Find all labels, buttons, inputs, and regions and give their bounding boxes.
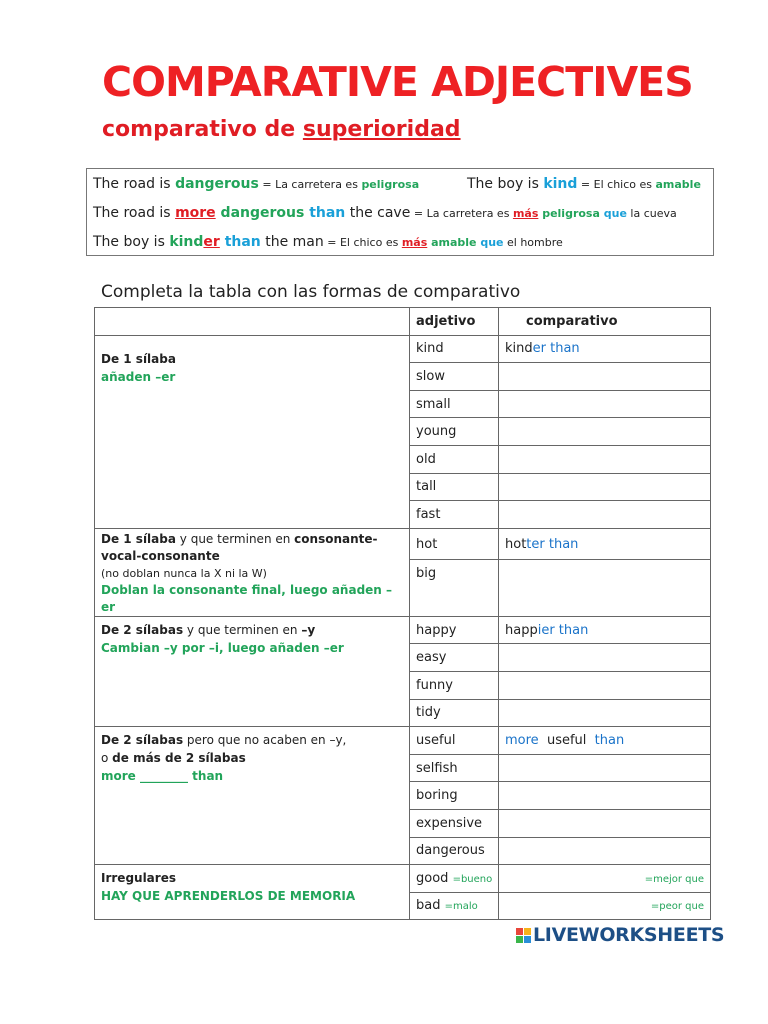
adjective-cell: selfish bbox=[410, 754, 499, 782]
category-title-line2-pre: o bbox=[101, 751, 113, 766]
ex2-t4: than bbox=[304, 205, 346, 221]
category-irregular bbox=[95, 865, 410, 920]
comparative-answer[interactable] bbox=[499, 671, 711, 699]
category-one-syllable bbox=[95, 335, 410, 528]
ex3-t4: than bbox=[219, 234, 261, 250]
adjective-cell: tidy bbox=[410, 699, 499, 727]
example-line-3 bbox=[93, 234, 563, 250]
subtitle-underlined: superioridad bbox=[302, 117, 461, 142]
example-line-1 bbox=[93, 176, 419, 192]
ex1-t9: El chico es bbox=[593, 178, 656, 191]
adjective-cell: dangerous bbox=[410, 837, 499, 865]
comparative-gloss: =mejor que bbox=[644, 873, 704, 885]
category-title-cvc: consonante-vocal-consonante bbox=[101, 531, 378, 563]
category-title: De 2 sílabas bbox=[101, 622, 184, 637]
adjective-gloss: =bueno bbox=[452, 873, 493, 885]
adjective-cell: funny bbox=[410, 671, 499, 699]
comparative-answer[interactable] bbox=[499, 865, 711, 893]
comparative-answer[interactable] bbox=[499, 837, 711, 865]
answer-suffix: ter than bbox=[526, 536, 579, 552]
ex2-t3: dangerous bbox=[215, 205, 305, 221]
category-title-y: –y bbox=[301, 622, 316, 637]
comparative-answer[interactable] bbox=[499, 754, 711, 782]
ex3-t10: que bbox=[476, 236, 504, 249]
comparative-answer[interactable] bbox=[499, 892, 711, 920]
comparative-answer[interactable] bbox=[499, 528, 711, 560]
instruction-text: Completa la tabla con las formas de comparativo bbox=[101, 282, 521, 302]
ex1-t8: = bbox=[577, 178, 594, 191]
logo-text: LIVEWORKSHEETS bbox=[533, 924, 725, 946]
comparative-answer[interactable] bbox=[499, 616, 711, 644]
category-cvc bbox=[95, 528, 410, 616]
category-title: De 1 sílaba bbox=[101, 531, 176, 546]
category-rule: more ________ than bbox=[101, 769, 224, 784]
category-title-mid: y que terminen en bbox=[175, 531, 295, 546]
ex2-t8: más bbox=[512, 207, 539, 220]
category-title-mid: pero que no acaben en –y, bbox=[183, 733, 347, 748]
adjective-cell: happy bbox=[410, 616, 499, 644]
table-row bbox=[95, 616, 711, 644]
category-title: De 1 sílaba bbox=[101, 351, 176, 366]
answer-stem: kind bbox=[505, 341, 533, 357]
ex3-t1: The boy is bbox=[93, 234, 170, 250]
category-rule: Doblan la consonante final, luego añaden –er bbox=[101, 582, 393, 614]
ex2-t10: que bbox=[599, 207, 627, 220]
adjective-gloss: =malo bbox=[444, 901, 478, 913]
subtitle-prefix: comparativo de bbox=[102, 117, 303, 142]
comparative-answer[interactable] bbox=[499, 335, 711, 363]
adjective-cell bbox=[410, 892, 499, 920]
category-title: Irregulares bbox=[101, 871, 176, 886]
ex3-t5: the man bbox=[260, 234, 324, 250]
comparative-answer[interactable] bbox=[499, 644, 711, 672]
ex1-t7: kind bbox=[543, 176, 578, 192]
ex1-t10: amable bbox=[655, 178, 701, 191]
ex1-t3: = bbox=[258, 178, 276, 191]
comparative-answer[interactable] bbox=[499, 782, 711, 810]
answer-adjective: useful bbox=[538, 732, 595, 748]
category-title-line2: de más de 2 sílabas bbox=[112, 751, 246, 766]
table-row bbox=[95, 865, 711, 893]
category-note: (no doblan nunca la X ni la W) bbox=[101, 566, 267, 580]
ex1-t4: La carretera es bbox=[275, 178, 362, 191]
ex3-t9: amable bbox=[427, 236, 477, 249]
answer-suffix: ier than bbox=[537, 622, 589, 638]
adjective-cell: small bbox=[410, 390, 499, 418]
ex2-t7: La carretera es bbox=[426, 207, 513, 220]
adjective-cell: young bbox=[410, 418, 499, 446]
adjective-word: bad bbox=[416, 898, 441, 914]
ex2-t5: the cave bbox=[345, 205, 411, 221]
logo-mark-icon bbox=[516, 928, 531, 943]
comparative-answer[interactable] bbox=[499, 560, 711, 616]
adjective-cell: slow bbox=[410, 363, 499, 391]
ex3-t11: el hombre bbox=[503, 236, 563, 249]
adjective-cell: old bbox=[410, 445, 499, 473]
category-long-adjectives bbox=[95, 727, 410, 865]
comparatives-table bbox=[94, 307, 711, 920]
comparative-answer[interactable] bbox=[499, 727, 711, 755]
table-header-row bbox=[95, 308, 711, 336]
comparative-answer[interactable] bbox=[499, 445, 711, 473]
ex3-t3: er bbox=[203, 234, 220, 250]
table-row bbox=[95, 528, 711, 560]
adjective-cell: fast bbox=[410, 501, 499, 529]
adjective-cell bbox=[410, 865, 499, 893]
comparative-answer[interactable] bbox=[499, 809, 711, 837]
adjective-cell: boring bbox=[410, 782, 499, 810]
table-row bbox=[95, 335, 711, 363]
examples-box bbox=[86, 168, 714, 256]
answer-stem: hot bbox=[505, 536, 527, 552]
comparative-answer[interactable] bbox=[499, 473, 711, 501]
header-adjective: adjetivo bbox=[410, 308, 499, 336]
ex1-t1: The road is bbox=[93, 176, 176, 192]
adjective-cell: expensive bbox=[410, 809, 499, 837]
adjective-cell: kind bbox=[410, 335, 499, 363]
header-comparative: comparativo bbox=[499, 308, 711, 336]
comparative-answer[interactable] bbox=[499, 390, 711, 418]
table-row bbox=[95, 727, 711, 755]
ex2-t11: la cueva bbox=[626, 207, 677, 220]
ex2-t2: more bbox=[175, 205, 216, 221]
adjective-cell: useful bbox=[410, 727, 499, 755]
ex1-t6: The boy is bbox=[467, 176, 544, 192]
ex3-t6: = bbox=[323, 236, 340, 249]
ex3-t7: El chico es bbox=[339, 236, 402, 249]
worksheet-title: COMPARATIVE ADJECTIVES bbox=[102, 58, 693, 106]
example-line-2 bbox=[93, 205, 677, 221]
ex2-t9: peligrosa bbox=[538, 207, 600, 220]
category-rule: HAY QUE APRENDERLOS DE MEMORIA bbox=[101, 889, 356, 904]
ex1-t5: peligrosa bbox=[361, 178, 420, 191]
adjective-cell: easy bbox=[410, 644, 499, 672]
liveworksheets-logo[interactable] bbox=[516, 924, 724, 946]
ex2-t6: = bbox=[410, 207, 427, 220]
worksheet-subtitle bbox=[102, 117, 461, 142]
comparative-answer[interactable] bbox=[499, 501, 711, 529]
answer-stem: happ bbox=[505, 622, 538, 638]
comparative-answer[interactable] bbox=[499, 699, 711, 727]
comparative-answer[interactable] bbox=[499, 418, 711, 446]
comparative-gloss: =peor que bbox=[650, 901, 704, 913]
answer-suffix: er than bbox=[532, 341, 580, 357]
category-rule: Cambian –y por –i, luego añaden –er bbox=[101, 640, 344, 655]
category-title-mid: y que terminen en bbox=[183, 622, 302, 637]
ex2-t1: The road is bbox=[93, 205, 176, 221]
adjective-cell: tall bbox=[410, 473, 499, 501]
answer-more: more bbox=[505, 732, 539, 748]
adjective-cell: hot bbox=[410, 528, 499, 560]
header-empty-cell bbox=[95, 308, 410, 336]
category-rule: añaden –er bbox=[101, 369, 176, 384]
adjective-cell: big bbox=[410, 560, 499, 616]
example-line-1b bbox=[467, 176, 701, 192]
ex3-t8: más bbox=[401, 236, 428, 249]
ex1-t2: dangerous bbox=[175, 176, 259, 192]
ex3-t2: kind bbox=[169, 234, 204, 250]
adjective-word: good bbox=[416, 870, 449, 886]
category-two-syllables-y bbox=[95, 616, 410, 726]
category-title: De 2 sílabas bbox=[101, 733, 184, 748]
answer-than: than bbox=[594, 732, 625, 748]
comparative-answer[interactable] bbox=[499, 363, 711, 391]
